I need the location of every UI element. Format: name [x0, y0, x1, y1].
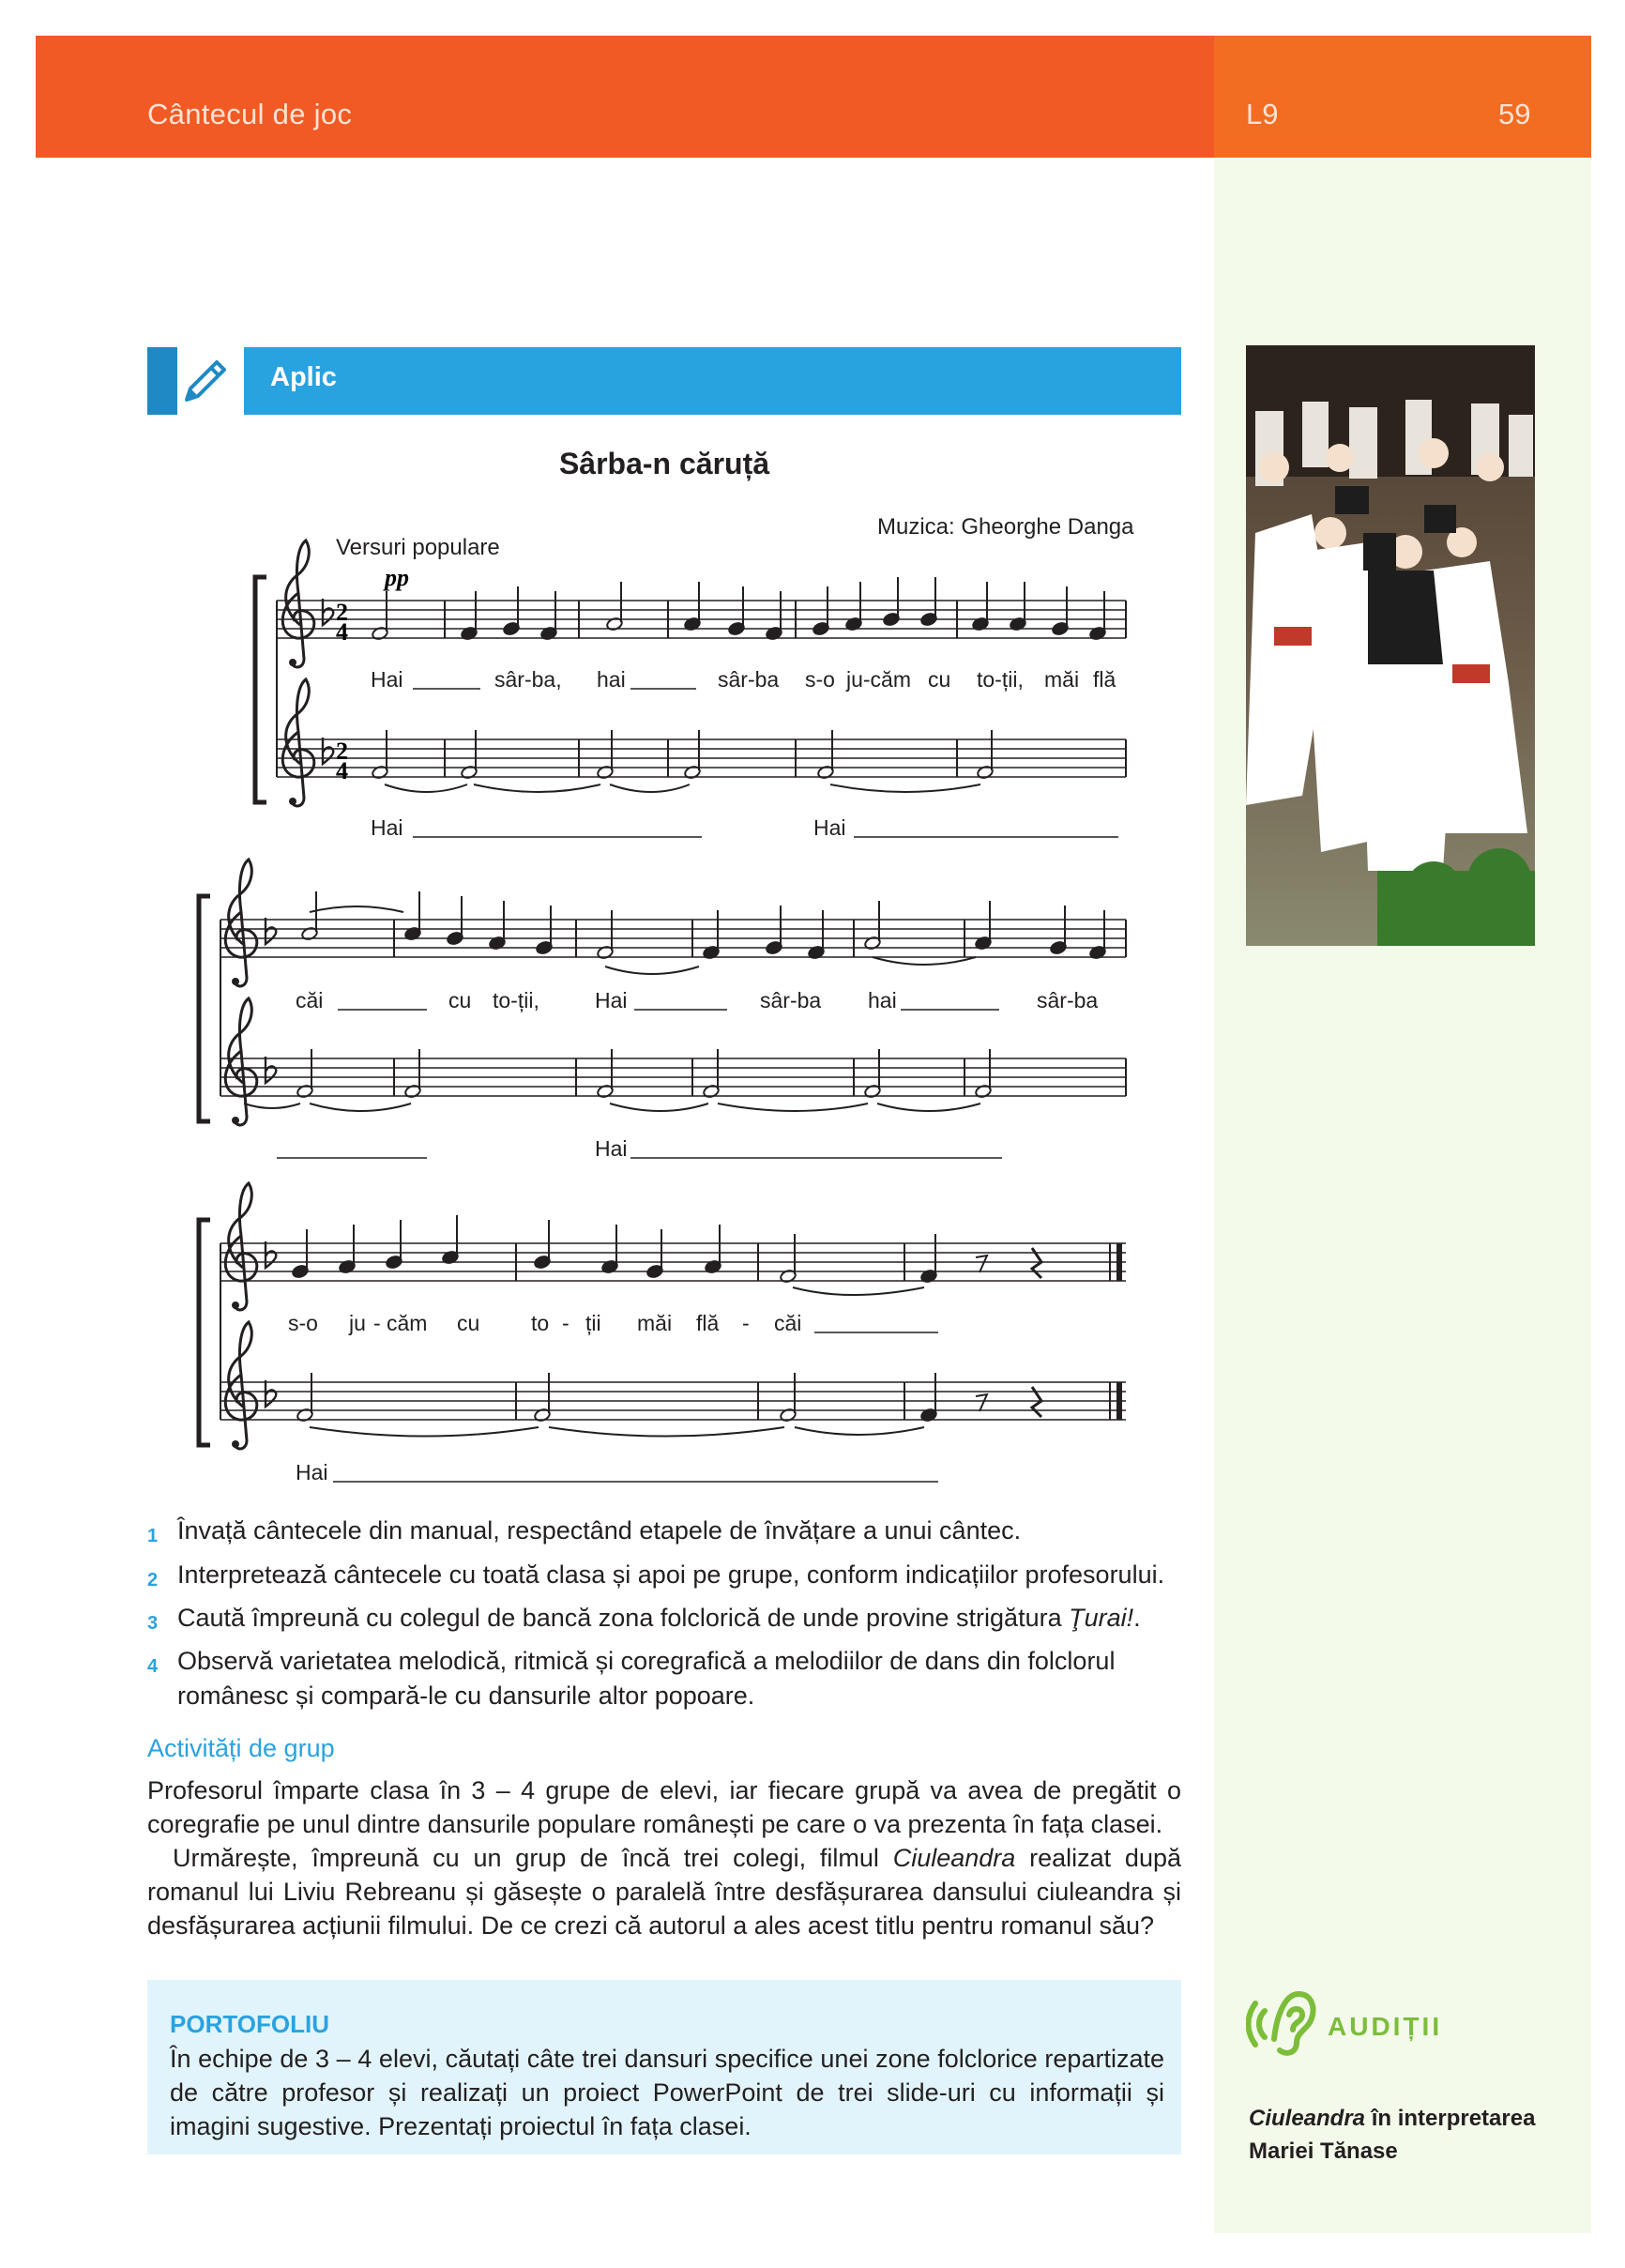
- lyric: căm: [387, 1311, 428, 1335]
- lyric: to-ții,: [493, 988, 539, 1012]
- lyric: Hai: [595, 988, 628, 1012]
- lyric: Hai: [296, 1460, 328, 1484]
- composer: Muzica: Gheorghe Danga: [877, 514, 1134, 540]
- lyric: Hai: [595, 1136, 628, 1161]
- lyric: to: [531, 1311, 550, 1335]
- lyric: hai: [597, 667, 626, 692]
- lyric: sâr-ba: [760, 988, 822, 1012]
- auditii-caption: [1249, 2102, 1568, 2168]
- lyric: căi: [774, 1311, 802, 1335]
- lyric: flă: [1093, 667, 1116, 692]
- folk-dance-photo: [1246, 345, 1535, 946]
- lyric: ții: [585, 1311, 601, 1335]
- header-bar-right: [1214, 36, 1591, 158]
- time-sig-bottom-lower: 4: [336, 757, 348, 784]
- exercise-text: Învață cântecele din manual, respectând etapele de învățare a unui cântec.: [177, 1516, 1022, 1545]
- lyric: măi: [1044, 667, 1080, 692]
- lyric: cu: [448, 988, 472, 1012]
- exercise-number: 1: [147, 1526, 159, 1546]
- lyric: Hai: [813, 815, 846, 840]
- aplic-label: Aplic: [270, 362, 337, 392]
- lyric: Hai: [371, 815, 403, 840]
- lyric: măi: [637, 1311, 673, 1335]
- caption-rest: în interpretarea Mariei Tănase: [1249, 2106, 1536, 2164]
- lyric: flă: [696, 1311, 720, 1335]
- exercise-number: 4: [147, 1656, 159, 1677]
- chapter-title: Cântecul de joc: [147, 98, 353, 130]
- lyric: sâr-ba,: [494, 667, 562, 692]
- exercise-text: Interpretează cântecele cu toată clasa și apoi pe grupe, conform indicațiilor profesorului.: [177, 1560, 1165, 1589]
- lyric: -: [742, 1311, 750, 1335]
- lyric: -: [373, 1311, 381, 1335]
- lesson-label: L9: [1246, 98, 1279, 130]
- song-title: Sârba-n căruță: [558, 447, 770, 480]
- exercise-text: Observă varietatea melodică, ritmică și coregrafică a melodiilor de dans din folclorul românesc și compară-le cu dansurile altor popoare.: [177, 1647, 1116, 1710]
- lyric: s-o: [805, 667, 835, 692]
- dynamic-mark: pp: [385, 564, 409, 591]
- lyric: Hai: [371, 667, 403, 692]
- score-system-3: [199, 1183, 1126, 1484]
- score-system-1: [255, 540, 1126, 840]
- lyricist: Versuri populare: [336, 535, 500, 560]
- lyric: -: [562, 1311, 570, 1335]
- lyric: sâr-ba: [718, 667, 780, 692]
- lyric: to-ții,: [977, 667, 1024, 692]
- time-sig-bottom: 4: [336, 618, 348, 646]
- lyric: s-o: [288, 1311, 318, 1335]
- group-paragraph-2: [147, 1841, 1181, 1942]
- lyric: căi: [296, 988, 324, 1012]
- caption-film-title: Ciuleandra: [1249, 2106, 1366, 2131]
- paragraph-part: Urmărește, împreună cu un grup de încă trei colegi, filmul: [173, 1844, 893, 1872]
- page-number: 59: [1498, 98, 1531, 130]
- lyric: cu: [928, 667, 951, 692]
- exercise-text-part: Caută împreună cu colegul de bancă zona folclorică de unde provine strigătura: [177, 1604, 1070, 1632]
- music-score: [0, 0, 1220, 1501]
- portofoliu-title: PORTOFOLIU: [170, 2010, 329, 2038]
- lyric: sâr-ba: [1037, 988, 1099, 1012]
- group-paragraph-1: Profesorul împarte clasa în 3 – 4 grupe de elevi, iar fiecare grupă va avea de pregătit o coregrafie pe unul dintre dansurile populare românești pe care o va prezenta în fața clasei.: [147, 1776, 1181, 1838]
- lyric: hai: [868, 988, 897, 1012]
- ear-icon: [1246, 1983, 1321, 2060]
- lyric: ju-căm: [846, 667, 912, 692]
- exercise-text: [177, 1601, 1181, 1636]
- time-sig-top: 2: [336, 599, 348, 626]
- film-title: Ciuleandra: [892, 1844, 1016, 1872]
- score-system-2: [199, 860, 1126, 1161]
- exercise-text-part: .: [1133, 1604, 1141, 1632]
- group-activities-title: Activități de grup: [147, 1734, 335, 1762]
- auditii-title: AUDIȚII: [1328, 2012, 1443, 2041]
- lyric: ju: [349, 1311, 366, 1335]
- time-sig-top-lower: 2: [336, 738, 348, 765]
- exercise-text-em: Ţurai!: [1069, 1604, 1134, 1632]
- lyric: cu: [457, 1311, 480, 1335]
- exercise-number: 2: [147, 1570, 159, 1591]
- portofoliu-text: În echipe de 3 – 4 elevi, căutați câte trei dansuri specifice unei zone folclorice repartizate de către profesor și realizați un proiect PowerPoint de trei slide-uri cu informații și imagini sugestive. Prezentați proiectul în fața clasei.: [170, 2045, 1164, 2140]
- exercise-number: 3: [147, 1613, 159, 1634]
- paragraph-part: realizat după romanul lui Liviu Rebreanu și găsește o paralelă între desfășurarea dansului ciuleandra și desfășurarea acțiunii filmului. De ce crezi că autorul a ales acest titlu pentru romanul său?: [147, 1844, 1181, 1940]
